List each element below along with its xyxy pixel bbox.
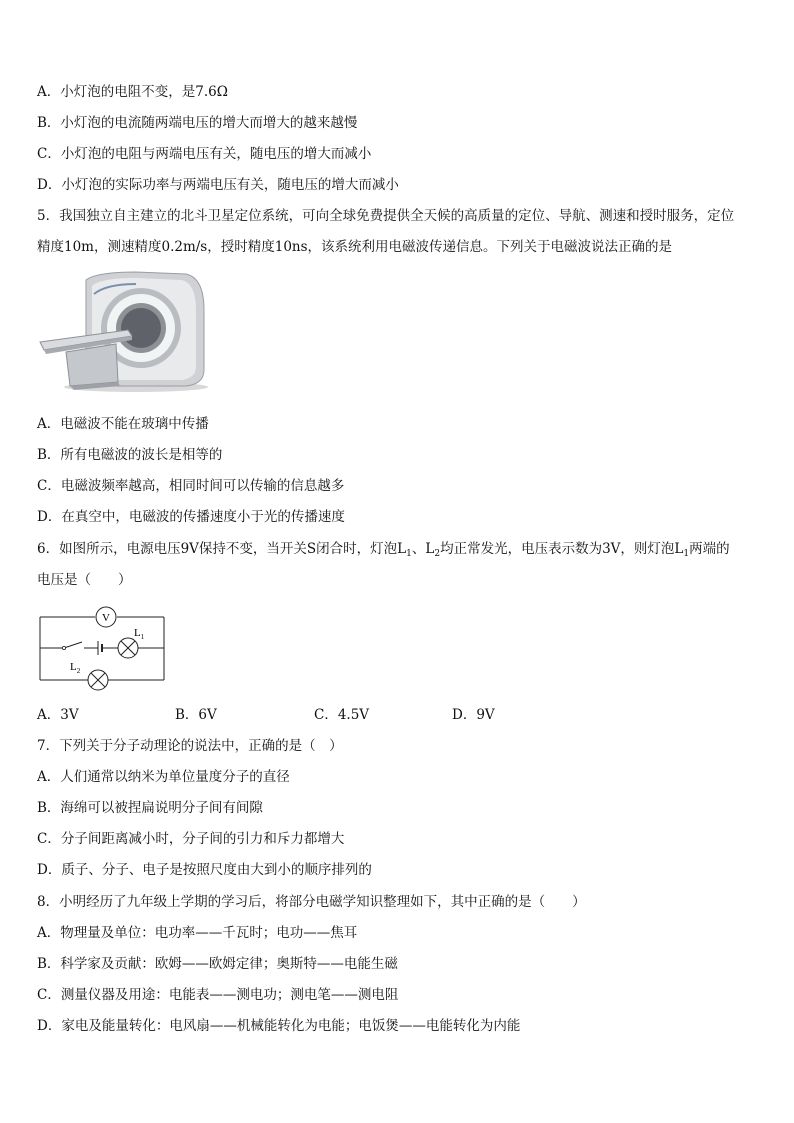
q5-stem-line1: 5．我国独立自主建立的北斗卫星定位系统，可向全球免费提供全天候的高质量的定位、导航、测速和授时服务，定位 [37,208,735,224]
q8-option-c: C．测量仪器及用途：电能表——测电功；测电笔——测电阻 [37,987,399,1003]
q5-option-d: D．在真空中，电磁波的传播速度小于光的传播速度 [37,509,345,525]
lamp1-label: $L_1$ [134,627,145,641]
q7-option-a: A．人们通常以纳米为单位量度分子的直径 [37,769,290,785]
q6-option-d: D．9V [452,707,495,723]
q6-option-c: C．4.5V [314,707,370,723]
mri-scanner-image [36,270,208,394]
q7-stem: 7．下列关于分子动理论的说法中，正确的是（ ） [37,738,343,754]
q6-stem-line2: 电压是（ ） [37,572,132,588]
q4-option-b: B．小灯泡的电流随两端电压的增大而增大的越来越慢 [37,115,358,131]
voltmeter-label: V [102,612,110,624]
q6-stem-line1: 6．如图所示，电源电压9V保持不变，当开关S闭合时，灯泡$L_1$、$L_2$均正常发光，电压表示数为3V，则灯泡$L_1$两端的 [37,541,730,559]
q5-option-b: B．所有电磁波的波长是相等的 [37,447,223,463]
q7-option-b: B．海绵可以被捏扁说明分子间有间隙 [37,800,263,816]
q5-option-a: A．电磁波不能在玻璃中传播 [37,416,209,432]
circuit-diagram [36,604,170,696]
q4-option-c: C．小灯泡的电阻与两端电压有关，随电压的增大而减小 [37,146,372,162]
q8-option-d: D．家电及能量转化：电风扇——机械能转化为电能；电饭煲——电能转化为内能 [37,1018,521,1034]
q6-option-b: B．6V [175,707,217,723]
q5-option-c: C．电磁波频率越高，相同时间可以传输的信息越多 [37,478,345,494]
q6-options [0,706,794,724]
q8-stem: 8．小明经历了九年级上学期的学习后，将部分电磁学知识整理如下，其中正确的是（ ） [37,894,586,910]
q7-option-d: D．质子、分子、电子是按照尺度由大到小的顺序排列的 [37,862,372,878]
q8-option-a: A．物理量及单位：电功率——千瓦时；电功——焦耳 [37,925,358,941]
q4-option-a: A．小灯泡的电阻不变，是7.6Ω [37,84,228,100]
q6-option-a: A．3V [37,707,79,723]
q7-option-c: C．分子间距离减小时，分子间的引力和斥力都增大 [37,831,345,847]
lamp2-label: $L_2$ [70,661,81,675]
q5-stem-line2: 精度10m，测速精度0.2m/s，授时精度10ns，该系统利用电磁波传递信息。下列关于电磁波说法正确的是 [37,239,673,255]
q4-option-d: D．小灯泡的实际功率与两端电压有关，随电压的增大而减小 [37,177,399,193]
q8-option-b: B．科学家及贡献：欧姆——欧姆定律；奥斯特——电能生磁 [37,956,398,972]
